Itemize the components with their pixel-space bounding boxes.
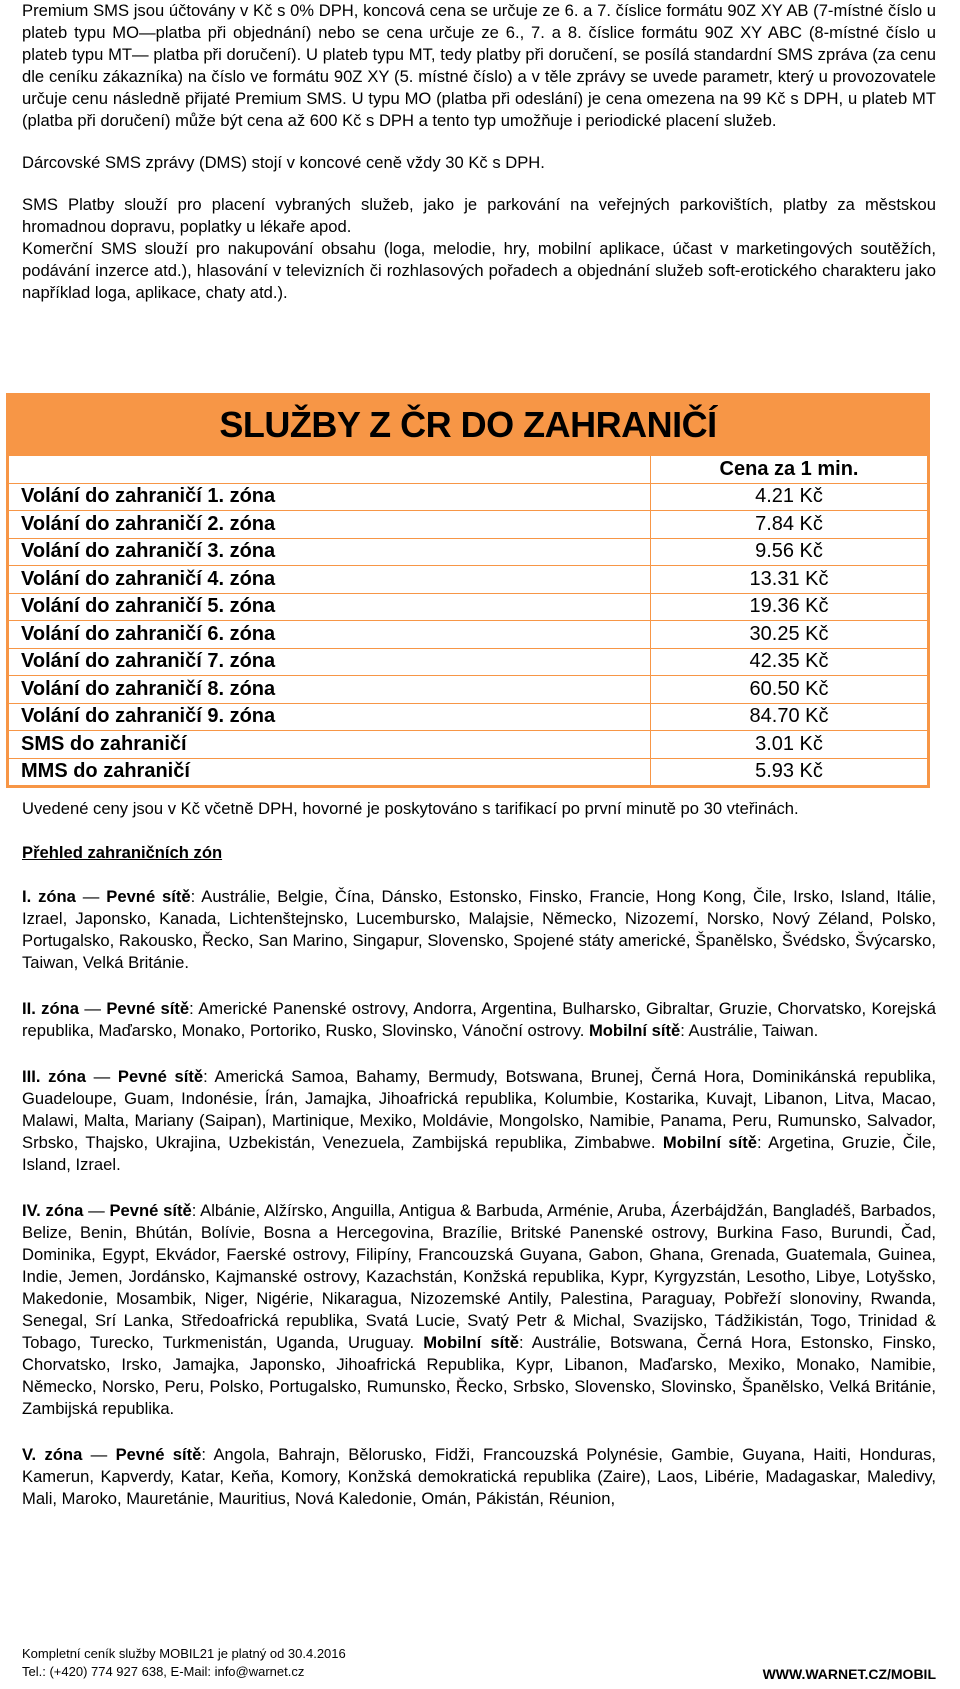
zone-label: II. zóna [22, 999, 79, 1018]
service-price: 5.93 Kč [651, 758, 928, 786]
price-table-header-row [9, 456, 928, 484]
service-price: 7.84 Kč [651, 511, 928, 539]
service-price: 9.56 Kč [651, 538, 928, 566]
zone-fixed-countries: Angola, Bahrajn, Bělorusko, Fidži, Francouzská Polynésie, Gambie, Guyana, Haiti, Honduras, Kamerun, Kapverdy, Katar, Keňa, Komory, Konžská demokratická republika (Zaire), Laos, Libérie, Madagaskar, Maledivy, Mali, Maroko, Mauretánie, Mauritius, Nová Kaledonie, Omán, Pákistán, Réunion, [22, 1445, 937, 1508]
price-table-row [9, 703, 928, 731]
service-name: Volání do zahraničí 9. zóna [9, 703, 651, 731]
zone-fixed-countries: Americká Samoa, Bahamy, Bermudy, Botswana, Brunej, Černá Hora, Dominikánská republika, Guadeloupe, Guam, Indonésie, Írán, Jamajka, Jihoafrická republika, Kolumbie, Kostarika, Kuvajt, Libanon, Litva, Macao, Malawi, Malta, Mariany (Saipan), Martinique, Mexiko, Moldávie, Mongolsko, Namibie, Panama, Peru, Rumunsko, Salvador, Srbsko, Thajsko, Ukrajina, Uzbekistán, Venezuela, Zambijská republika, Zimbabwe. [22, 1067, 936, 1152]
service-price: 4.21 Kč [651, 483, 928, 511]
service-name: Volání do zahraničí 3. zóna [9, 538, 651, 566]
service-name: Volání do zahraničí 8. zóna [9, 676, 651, 704]
zone-paragraph: IV. zóna — Pevné sítě: Albánie, Alžírsko, Anguilla, Antigua & Barbuda, Arménie, Aruba, Ázerbájdžán, Bangladéš, Barbados, Belize, Benin, Bhútán, Bolívie, Bosna a Hercegovina, Brazílie, Britské Panenské ostrovy, Burkina Faso, Burundi, Čad, Dominika, Egypt, Ekvádor, Faerské ostrovy, Filipíny, Francouzská Guyana, Gabon, Ghana, Grenada, Guatemala, Guinea, Indie, Jemen, Jordánsko, Kajmanské ostrovy, Kazachstán, Konžská republika, Kypr, Kyrgyzstán, Lesotho, Libye, Lotyšsko, Makedonie, Mosambik, Niger, Nigérie, Nikaragua, Nizozemské Antily, Palestina, Paraguay, Pobřeží slonoviny, Rwanda, Senegal, Srí Lanka, Středoafrická republika, Svatá Lucie, Svatý Petr & Michal, Svazijsko, Tádžikistán, Togo, Trinidad & Tobago, Turecko, Turkmenistán, Uganda, Uruguay. Mobilní sítě: Austrálie, Botswana, Černá Hora, Estonsko, Finsko, Chorvatsko, Irsko, Jamajka, Japonsko, Jihoafrická Republika, Kypr, Libanon, Maďarsko, Mexiko, Monako, Namibie, Německo, Norsko, Peru, Polsko, Portugalsko, Rumunsko, Řecko, Srbsko, Slovensko, Slovinsko, Španělsko, Velká Británie, Zambijská republika. [22, 1201, 936, 1418]
zone-mobile-countries: Argetina, Gruzie, Čile, Island, Izrael. [22, 1133, 936, 1174]
zone-mobile-label: Mobilní sítě [588, 1021, 681, 1040]
zone-paragraph: II. zóna — Pevné sítě: Americké Panenské ostrovy, Andorra, Argentina, Bulharsko, Gibraltar, Gruzie, Chorvatsko, Korejská republika, Maďarsko, Monako, Portoriko, Rusko, Slovinsko, Vánoční ostrovy. Mobilní sítě: Austrálie, Taiwan. [22, 999, 937, 1040]
zone-paragraph: V. zóna — Pevné sítě: Angola, Bahrajn, Bělorusko, Fidži, Francouzská Polynésie, Gambie, Guyana, Haiti, Honduras, Kamerun, Kapverdy, Katar, Keňa, Komory, Konžská demokratická republika (Zaire), Laos, Libérie, Madagaskar, Maledivy, Mali, Maroko, Mauretánie, Mauritius, Nová Kaledonie, Omán, Pákistán, Réunion, [22, 1445, 937, 1508]
service-name: Volání do zahraničí 2. zóna [9, 511, 651, 539]
zone-fixed-countries: Albánie, Alžírsko, Anguilla, Antigua & Barbuda, Arménie, Aruba, Ázerbájdžán, Bangladéš, Barbados, Belize, Benin, Bhútán, Bolívie, Bosna a Hercegovina, Brazílie, Britské Panenské ostrovy, Burkina Faso, Burundi, Čad, Dominika, Egypt, Ekvádor, Faerské ostrovy, Filipíny, Francouzská Guyana, Gabon, Ghana, Grenada, Guatemala, Guinea, Indie, Jemen, Jordánsko, Kajmanské ostrovy, Kazachstán, Konžská republika, Kypr, Kyrgyzstán, Lesotho, Libye, Lotyšsko, Makedonie, Mosambik, Niger, Nigérie, Nikaragua, Nizozemské Antily, Palestina, Paraguay, Pobřeží slonoviny, Rwanda, Senegal, Srí Lanka, Středoafrická republika, Svatá Lucie, Svatý Petr & Michal, Svazijsko, Tádžikistán, Togo, Trinidad & Tobago, Turecko, Turkmenistán, Uganda, Uruguay. [22, 1201, 936, 1352]
intro-paragraph-4: Komerční SMS slouží pro nakupování obsahu (loga, melodie, hry, mobilní aplikace, účast v marketingových soutěžích, podávání inzerce atd.), hlasování v televizních či rozhlasových pořadech a objednání služeb soft-erotického charakteru jako například loga, aplikace, chaty atd.). [22, 239, 936, 302]
zone-fixed-label: Pevné sítě [115, 1445, 202, 1464]
price-table-row [9, 676, 928, 704]
service-price: 30.25 Kč [651, 621, 928, 649]
intro-paragraph-2: Dárcovské SMS zprávy (DMS) stojí v koncové ceně vždy 30 Kč s DPH. [22, 153, 545, 172]
price-table-row [9, 593, 928, 621]
footer-contact: Tel.: (+420) 774 927 638, E-Mail: info@warnet.cz [22, 1664, 305, 1679]
service-price: 13.31 Kč [651, 566, 928, 594]
price-table-title: SLUŽBY Z ČR DO ZAHRANIČÍ [219, 404, 717, 445]
zone-fixed-label: Pevné sítě [106, 999, 190, 1018]
price-table-row [9, 648, 928, 676]
price-table-row [9, 621, 928, 649]
price-table-title-bar [8, 395, 928, 455]
service-name: Volání do zahraničí 5. zóna [9, 593, 651, 621]
service-name: Volání do zahraničí 1. zóna [9, 483, 651, 511]
service-price: 84.70 Kč [651, 703, 928, 731]
zones-heading-text: Přehled zahraničních zón [22, 843, 223, 862]
zones-section [22, 798, 936, 1510]
price-table-header-empty [9, 456, 651, 484]
footer-url[interactable]: WWW.WARNET.CZ/MOBIL [762, 1666, 936, 1682]
zone-mobile-label: Mobilní sítě [662, 1133, 757, 1152]
service-price: 19.36 Kč [651, 593, 928, 621]
zone-mobile-countries: Austrálie, Taiwan. [688, 1021, 819, 1040]
price-table [6, 393, 930, 788]
zone-fixed-countries: Americké Panenské ostrovy, Andorra, Argentina, Bulharsko, Gibraltar, Gruzie, Chorvatsko, Korejská republika, Maďarsko, Monako, Portoriko, Rusko, Slovinsko, Vánoční ostrovy. [22, 999, 937, 1040]
price-table-row [9, 511, 928, 539]
price-table-row [9, 731, 928, 759]
price-table-row [9, 483, 928, 511]
zone-mobile-countries: Austrálie, Botswana, Černá Hora, Estonsko, Finsko, Chorvatsko, Irsko, Jamajka, Japonsko, Jihoafrická Republika, Kypr, Libanon, Maďarsko, Mexiko, Monako, Namibie, Německo, Norsko, Peru, Polsko, Portugalsko, Rumunsko, Řecko, Srbsko, Slovensko, Slovinsko, Španělsko, Velká Británie, Zambijská republika. [22, 1333, 936, 1418]
zones-list [22, 886, 936, 1510]
price-table-row [9, 538, 928, 566]
price-table-grid [8, 455, 928, 786]
intro-section [22, 0, 936, 304]
zone-fixed-label: Pevné sítě [109, 1201, 192, 1220]
zone-fixed-label: Pevné sítě [117, 1067, 204, 1086]
zone-paragraph: I. zóna — Pevné sítě: Austrálie, Belgie, Čína, Dánsko, Estonsko, Finsko, Francie, Hong Kong, Čile, Irsko, Island, Itálie, Izrael, Japonsko, Kanada, Lichtenštejnsko, Lucembursko, Malajsie, Německo, Nizozemí, Norsko, Nový Zéland, Polsko, Portugalsko, Rakousko, Řecko, San Marino, Singapur, Slovensko, Spojené státy americké, Španělsko, Švédsko, Švýcarsko, Taiwan, Velká Británie. [22, 887, 936, 972]
zone-label: I. zóna [22, 887, 76, 906]
service-name: Volání do zahraničí 4. zóna [9, 566, 651, 594]
service-name: SMS do zahraničí [9, 731, 651, 759]
footer-validity: Kompletní ceník služby MOBIL21 je platný od 30.4.2016 [22, 1646, 346, 1661]
zone-fixed-label: Pevné sítě [106, 887, 191, 906]
zone-paragraph: III. zóna — Pevné sítě: Americká Samoa, Bahamy, Bermudy, Botswana, Brunej, Černá Hora, Dominikánská republika, Guadeloupe, Guam, Indonésie, Írán, Jamajka, Jihoafrická republika, Kolumbie, Kostarika, Kuvajt, Libanon, Litva, Macao, Malawi, Malta, Mariany (Saipan), Martinique, Mexiko, Moldávie, Mongolsko, Namibie, Panama, Peru, Rumunsko, Salvador, Srbsko, Thajsko, Ukrajina, Uzbekistán, Venezuela, Zambijská republika, Zimbabwe. Mobilní sítě: Argetina, Gruzie, Čile, Island, Izrael. [22, 1067, 936, 1174]
price-table-row [9, 758, 928, 786]
intro-paragraph-3: SMS Platby slouží pro placení vybraných služeb, jako je parkování na veřejných parkovištích, platby za městskou hromadnou dopravu, poplatky u lékaře apod. [22, 195, 936, 236]
service-price: 42.35 Kč [651, 648, 928, 676]
price-table-row [9, 566, 928, 594]
service-name: MMS do zahraničí [9, 758, 651, 786]
footer [22, 1645, 936, 1681]
price-table-header-price: Cena za 1 min. [651, 456, 928, 484]
intro-paragraph-1: Premium SMS jsou účtovány v Kč s 0% DPH, koncová cena se určuje ze 6. a 7. číslice formátu 90Z XY AB (7-místné číslo u plateb typu MO—platba při objednání) nebo se cena určuje ze 6., 7. a 8. číslice formátu 90Z XY ABC (8-místné číslo u plateb typu MT— platba při doručení). U plateb typu MT, tedy platby při doručení, se posílá standardní SMS zpráva (za cenu dle ceníku zákazníka) na číslo ve formátu 90Z XY (5. místné číslo) a v těle zprávy se uvede parametr, který u provozovatele určuje cenu následně přijaté Premium SMS. U typu MO (platba při odeslání) je cena omezena na 99 Kč s DPH, u plateb MT (platba při doručení) může být cena až 600 Kč s DPH a tento typ umožňuje i periodické placení služeb. [22, 1, 936, 130]
price-note: Uvedené ceny jsou v Kč včetně DPH, hovorné je poskytováno s tarifikací po první minutě po 30 vteřinách. [22, 799, 799, 818]
service-price: 3.01 Kč [651, 731, 928, 759]
service-name: Volání do zahraničí 6. zóna [9, 621, 651, 649]
service-price: 60.50 Kč [651, 676, 928, 704]
zones-heading [22, 842, 936, 864]
zone-label: V. zóna [22, 1445, 83, 1464]
zone-mobile-label: Mobilní sítě [423, 1333, 519, 1352]
zone-label: III. zóna [22, 1067, 86, 1086]
zone-fixed-countries: Austrálie, Belgie, Čína, Dánsko, Estonsko, Finsko, Francie, Hong Kong, Čile, Irsko, Island, Itálie, Izrael, Japonsko, Kanada, Lichtenštejnsko, Lucembursko, Malajsie, Německo, Nizozemí, Norsko, Nový Zéland, Polsko, Portugalsko, Rakousko, Řecko, San Marino, Singapur, Slovensko, Spojené státy americké, Španělsko, Švédsko, Švýcarsko, Taiwan, Velká Británie. [22, 887, 936, 972]
service-name: Volání do zahraničí 7. zóna [9, 648, 651, 676]
zone-label: IV. zóna [22, 1201, 84, 1220]
